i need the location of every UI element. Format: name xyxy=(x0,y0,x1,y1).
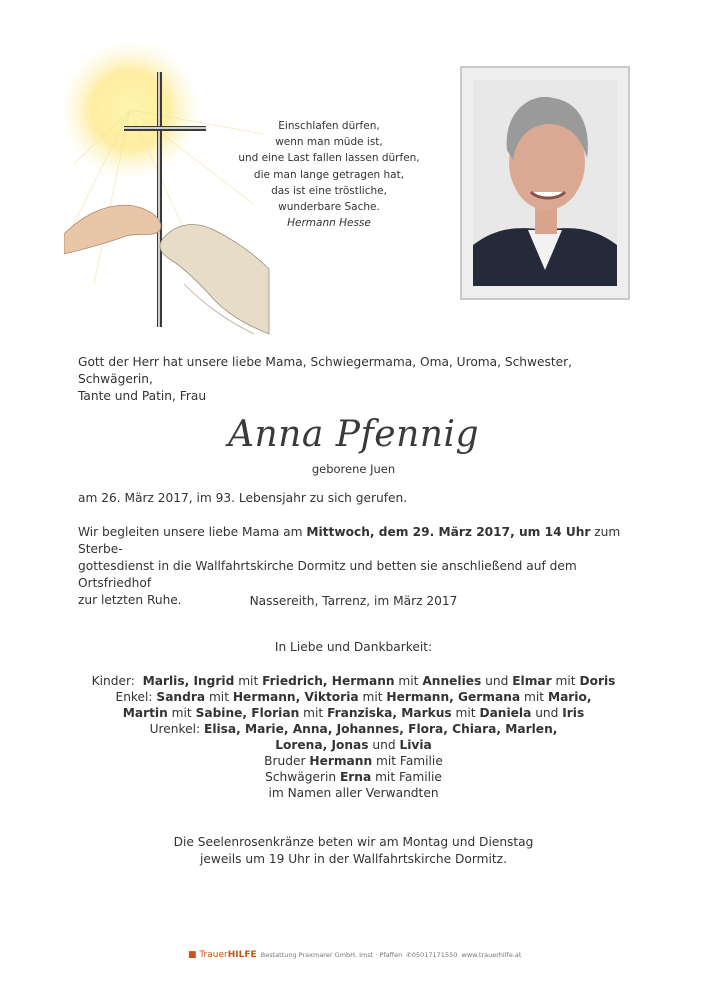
deceased-name: Anna Pfennig xyxy=(227,414,480,455)
family-bruder: Bruder Hermann mit Familie xyxy=(264,754,443,768)
left-hand xyxy=(64,205,161,254)
gratitude-line: In Liebe und Dankbarkeit: xyxy=(274,640,433,654)
family-kinder: Kinder: Marlis, Ingrid mit Friedrich, Hermann mit Annelies und Elmar mit Doris xyxy=(91,674,616,688)
intro-text xyxy=(78,354,638,405)
phone-icon: ✆ xyxy=(406,951,412,959)
poem-line: und eine Last fallen lassen dürfen, xyxy=(238,152,420,165)
family-enkel: Enkel: Sandra mit Hermann, Viktoria mit Hermann, Germana mit Mario, xyxy=(115,690,592,704)
trauerhilfe-logo: ■ TrauerHILFE xyxy=(188,950,257,960)
family-enkel-cont: Martin mit Sabine, Florian mit Franziska, Markus mit Daniela und Iris xyxy=(122,706,585,720)
death-notice: am 26. März 2017, im 93. Lebensjahr zu sich gerufen. xyxy=(78,491,408,505)
poem-line: wenn man müde ist, xyxy=(275,136,383,149)
right-hand xyxy=(160,225,269,334)
poem-line: wunderbare Sache. xyxy=(278,201,380,214)
poem-line: das ist eine tröstliche, xyxy=(271,184,387,197)
portrait-photo xyxy=(473,80,617,286)
family-list xyxy=(40,673,667,801)
intro-line: Gott der Herr hat unsere liebe Mama, Schwiegermama, Oma, Uroma, Schwester, Schwägerin, xyxy=(78,355,573,386)
family-urenkel-cont: Lorena, Jonas und Livia xyxy=(275,738,432,752)
family-schwaegerin: Schwägerin Erna mit Familie xyxy=(265,770,442,784)
service-datetime: Mittwoch, dem 29. März 2017, um 14 Uhr xyxy=(306,525,591,539)
poem-line: Einschlafen dürfen, xyxy=(278,120,380,132)
family-urenkel: Urenkel: Elisa, Marie, Anna, Johannes, Flora, Chiara, Marlen, xyxy=(149,722,558,736)
poem-line: die man lange getragen hat, xyxy=(253,168,405,181)
portrait-frame xyxy=(460,66,630,300)
family-relatives: im Namen aller Verwandten xyxy=(268,786,439,800)
place-date: Nassereith, Tarrenz, im März 2017 xyxy=(249,594,458,608)
birth-name: geborene Juen xyxy=(311,462,396,476)
rosary-info: Die Seelenrosenkränze beten wir am Montag und Dienstag jeweils um 19 Uhr in der Wallfahrtskirche Dormitz. xyxy=(173,835,534,866)
service-info: Wir begleiten unsere liebe Mama am Mittwoch, dem 29. März 2017, um 14 Uhr zum Sterbe- gottesdienst in die Wallfahrtskirche Dormitz und betten sie anschließend auf dem Ortsfriedhof zur letzten Ruhe. xyxy=(78,525,621,607)
poem-author: Hermann Hesse xyxy=(287,217,371,230)
intro-line: Tante und Patin, Frau xyxy=(78,389,207,403)
poem xyxy=(236,118,422,231)
footer: ■ TrauerHILFE Bestattung Praxmarer GmbH, Imst · Pfaffen ✆05017171550 www.trauerhilfe.at xyxy=(188,950,522,960)
